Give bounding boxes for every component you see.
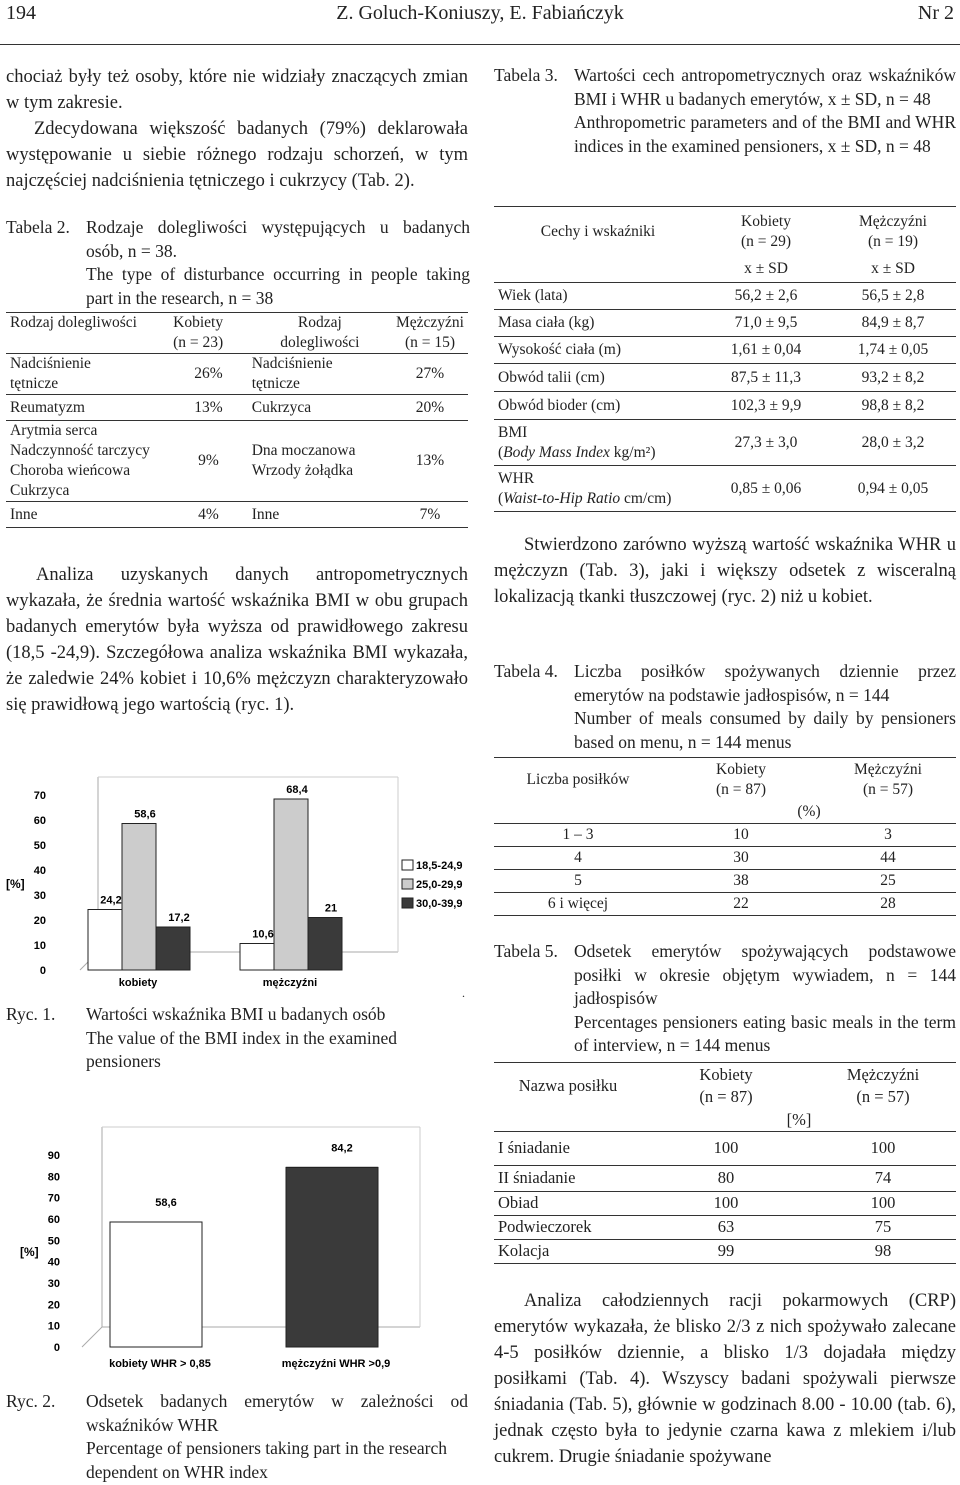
table-row: Obwód talii (cm) 87,5 ± 11,3 93,2 ± 8,2 [494,364,956,392]
data-label: 24,2 [100,894,122,907]
bar-1-0 [122,824,156,971]
table-row: 5 38 25 [494,870,956,893]
table-row: II śniadanie 80 74 [494,1165,956,1191]
table-row: Inne 4% Inne 7% [6,502,468,528]
legend-swatch [402,879,413,889]
table-row: Reumatyzm 13% Cukrzyca 20% [6,395,468,421]
right-text-whr [494,532,956,610]
legend-label: 30,0-39,9 [416,898,463,910]
table3-label: Tabela 3. [494,65,558,85]
table-row: Arytmia serca Nadczynność tarczycy Choroba wieńcowa Cukrzyca 9% Dna moczanowa Wrzody żołądka 13% [6,421,468,502]
y-tick-label: 20 [47,1299,60,1312]
y-tick-label: 60 [33,815,46,827]
table-row: Kolacja 99 98 [494,1239,956,1263]
data-label: 10,6 [252,928,274,941]
table-3 [494,206,956,512]
table4-unit-row: (%) [494,802,956,824]
fig1-line2: The value of the BMI index in the examined pensioners [86,1027,398,1071]
table-row: Nadciśnienie tętnicze 26% Nadciśnienie tętnicze 27% [6,354,468,395]
table-row: 4 30 44 [494,847,956,870]
table2-title-en: The type of disturbance occurring in people taking part in the research, n = 38 [86,264,470,308]
whr-chart [0,1105,480,1380]
y-tick-label: 70 [33,790,46,802]
y-tick-label: 0 [39,965,46,977]
paragraph-5: Analiza całodziennych racji pokarmowych (CRP) emerytów wykazała, że blisko 2/3 z nich spożywało zalecane 4-5 posiłków dziennie, a blisko 1/3 dojadała między posiłkami (Tab. 4). Wszyscy badani spożywali pierwsze śniadania (Tab. 5), głównie w godzinach 8.00 - 10.00 (tab. 6), jednak często była to jedynie czarna kawa z mlekiem i/lub cukrem. Drugie śniadanie spożywane [494,1291,956,1467]
table-row: BMI (Body Mass Index kg/m²) 27,3 ± 3,0 28,0 ± 3,2 [494,420,956,466]
paragraph-1: chociaż były też osoby, które nie widziały znaczących zmian w tym zakresie. [6,67,468,113]
table3-title-pl: Wartości cech antropometrycznych oraz wskaźników BMI i WHR u badanych emerytów, x ± SD, n = 48 [574,65,956,109]
data-label: 58,6 [155,1196,177,1209]
data-label: 17,2 [168,912,190,924]
bar-1-1 [274,799,308,970]
table-row: 6 i więcej 22 28 [494,893,956,916]
t2-col3: Rodzaj dolegliwości [280,314,360,351]
fig1-label: Ryc. 1. [6,1004,56,1024]
table4-title-en: Number of meals consumed by daily by pensioners based on menu, n = 144 menus [574,708,956,752]
page-number: 194 [6,2,36,24]
table-row: Masa ciała (kg) 71,0 ± 9,5 84,9 ± 8,7 [494,310,956,337]
y-axis-label: [%] [20,1245,39,1259]
issue-number: Nr 2 [917,2,954,24]
t2-col2: Kobiety (n = 23) [173,314,224,351]
data-label: 58,6 [134,808,156,821]
table-5 [494,1062,956,1264]
bar-0 [110,1222,202,1347]
paragraph-4: Stwierdzono zarówno wyższą wartość wskaźnika WHR u mężczyzn (Tab. 3), jaki i większy odsetek z wisceralną lokalizacją tkanki tłuszczowej (ryc. 2) niż u kobiet. [494,535,956,607]
y-tick-label: 70 [47,1192,60,1205]
left-text-top [6,64,468,194]
data-label: 84,2 [331,1142,353,1155]
t2-col1: Rodzaj dolegliwości [10,314,137,331]
table2-header-row [6,313,468,354]
paragraph-3: Analiza uzyskanych danych antropometrycznych wykazała, że średnia wartość wskaźnika BMI w obu grupach badanych emerytów była wyższa od prawidłowego zakresu (18,5 -24,9). Szczegółowa analiza wskaźnika BMI wykazała, że zaledwie 24% kobiet i 10,6% mężczyzn charakteryzowało się prawidłową jego wartością (ryc. 1). [6,565,468,715]
table4-header-row: Liczba posiłków Kobiety (n = 87) Mężczyźni (n = 57) [494,758,956,802]
page-header [0,0,960,45]
table-row: Obwód bioder (cm) 102,3 ± 9,9 98,8 ± 8,2 [494,392,956,420]
legend-swatch [402,898,413,908]
fig2-line1: Odsetek badanych emerytów w zależności od wskaźników WHR [86,1391,468,1435]
table-2 [6,312,468,528]
x-tick-label: kobiety [118,977,158,989]
bar-2-1 [308,918,342,971]
fig2-line2: Percentage of pensioners taking part in the research dependent on WHR index [86,1438,448,1482]
table-row: I śniadanie 100 100 [494,1131,956,1165]
table3-header-row: Cechy i wskaźniki Kobiety (n = 29) Mężczyźni (n = 19) [494,207,956,257]
table4-title-pl: Liczba posiłków spożywanych dziennie przez emerytów na podstawie jadłospisów, n = 144 [574,661,956,705]
fig1-caption [6,1003,468,1074]
bmi-chart [0,762,480,1002]
table5-unit-row: [%] [494,1109,956,1132]
table5-caption [494,940,956,1058]
y-axis-label: [%] [6,877,25,891]
data-label: 21 [324,902,338,915]
y-tick-label: 80 [47,1171,60,1184]
table3-sd-row: x ± SD x ± SD [494,257,956,283]
table5-header-row: Nazwa posiłku Kobiety (n = 87) Mężczyźni (n = 57) [494,1063,956,1109]
left-text-analysis [6,562,468,718]
y-tick-label: 30 [33,890,46,902]
y-tick-label: 10 [47,1320,60,1333]
table5-label: Tabela 5. [494,941,558,961]
x-tick-label: mężczyźni [262,977,318,989]
right-text-crp [494,1288,956,1470]
table-row: Wysokość ciała (m) 1,61 ± 0,04 1,74 ± 0,05 [494,337,956,364]
data-label: 68,4 [286,784,308,796]
legend-label: 25,0-29,9 [416,879,463,891]
bar-2-0 [156,927,190,970]
legend-label: 18,5-24,9 [416,860,463,872]
y-tick-label: 30 [47,1278,60,1290]
bar-0-1 [240,944,274,971]
table-row: Obiad 100 100 [494,1191,956,1215]
y-tick-label: 0 [53,1342,60,1354]
t2-col4: Mężczyźni (n = 15) [396,314,464,351]
legend-swatch [402,860,413,870]
table5-title-pl: Odsetek emerytów spożywających podstawowe posiłki w okresie objętym wywiadem, n = 144 jadłospisów [574,941,956,1008]
table4-caption [494,660,956,754]
table-row: Wiek (lata) 56,2 ± 2,6 56,5 ± 2,8 [494,283,956,310]
table5-title-en: Percentages pensioners eating basic meals in the term of interview, n = 144 menus [574,1011,956,1055]
table2-caption [6,216,470,310]
table3-caption [494,64,956,158]
x-tick-label: kobiety WHR > 0,85 [109,1358,211,1370]
fig2-caption [6,1390,468,1484]
fig1-dot: . [462,986,465,1000]
table-row: Podwieczorek 63 75 [494,1215,956,1239]
table-row: 1 – 3 10 3 [494,824,956,847]
y-tick-label: 20 [33,915,46,927]
bar-0-0 [88,910,122,971]
x-tick-label: mężczyźni WHR >0,9 [281,1358,391,1370]
paragraph-2: Zdecydowana większość badanych (79%) deklarowała występowanie u siebie różnego rodzaju schorzeń, w tym najczęściej nadciśnienia tętniczego i cukrzycy (Tab. 2). [6,119,468,191]
y-tick-label: 50 [33,840,46,852]
fig2-label: Ryc. 2. [6,1391,56,1411]
y-tick-label: 10 [33,940,46,952]
table-row: WHR (Waist-to-Hip Ratio cm/cm) 0,85 ± 0,06 0,94 ± 0,05 [494,466,956,512]
y-tick-label: 90 [47,1150,60,1162]
table2-label: Tabela 2. [6,217,70,237]
y-tick-label: 60 [47,1214,60,1226]
table-4 [494,757,956,916]
bar-1 [286,1167,378,1347]
fig1-line1: Wartości wskaźnika BMI u badanych osób [86,1004,386,1024]
y-tick-label: 40 [33,865,46,877]
table3-title-en: Anthropometric parameters and of the BMI and WHR indices in the examined pensioners, x ± SD, n = 48 [574,112,956,156]
y-tick-label: 40 [47,1256,60,1269]
running-head: Z. Goluch-Koniuszy, E. Fabiańczyk [336,2,624,24]
y-tick-label: 50 [47,1235,60,1248]
table4-label: Tabela 4. [494,661,558,681]
table2-title-pl: Rodzaje dolegliwości występujących u badanych osób, n = 38. [86,217,470,261]
